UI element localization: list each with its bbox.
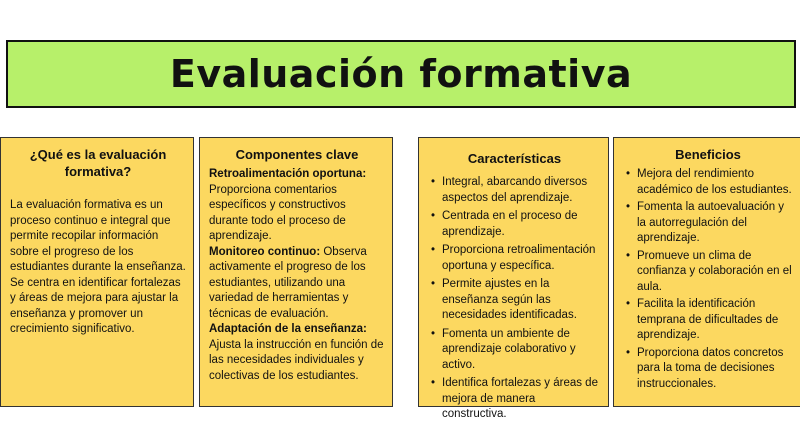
panel-definition (0, 137, 194, 407)
panel-benefits (613, 137, 800, 407)
component-heading: Adaptación de la enseñanza: (209, 323, 367, 335)
component-text: Proporciona comentarios específicos y constructivos durante todo el proceso de aprendizaje. (209, 183, 346, 242)
title-banner (6, 40, 796, 108)
component-item (209, 167, 385, 245)
list-item: • Integral, abarcando diversos aspectos del aprendizaje. (442, 175, 601, 206)
list-item: • Permite ajustes en la enseñanza según las necesidades identificadas. (442, 277, 601, 324)
benefits-list (623, 167, 793, 392)
panel-characteristics (418, 137, 609, 420)
panel-title: Beneficios (675, 147, 741, 162)
component-text: Observa activamente el progreso de los estudiantes, utilizando una variedad de herramientas y técnicas de evaluación. (209, 245, 367, 320)
list-item: • Facilita la identificación temprana de dificultades de aprendizaje. (637, 297, 793, 344)
component-heading: Monitoreo continuo: (209, 245, 321, 258)
panel-key-components (199, 137, 393, 407)
panel-title: ¿Qué es la evaluación formativa? (29, 147, 167, 179)
component-heading: Retroalimentación oportuna: (209, 168, 367, 180)
list-item: • Fomenta la autoevaluación y la autorregulación del aprendizaje. (637, 200, 793, 247)
component-item (209, 245, 385, 323)
list-item: • Mejora del rendimiento académico de los estudiantes. (637, 167, 793, 198)
panel-title: Características (467, 151, 562, 166)
list-item: • Fomenta un ambiente de aprendizaje colaborativo y activo. (442, 327, 601, 374)
list-item: • Centrada en el proceso de aprendizaje. (442, 209, 601, 240)
panel-title: Componentes clave (235, 147, 359, 162)
component-text: Ajusta la instrucción en función de las necesidades individuales y colectivas de los estudiantes. (209, 338, 384, 382)
main-title: Evaluación formativa (169, 52, 633, 96)
list-item: • Proporciona retroalimentación oportuna y específica. (442, 243, 601, 274)
component-item (209, 322, 385, 384)
list-item: • Proporciona datos concretos para la toma de decisiones instruccionales. (637, 346, 793, 393)
list-item: • Identifica fortalezas y áreas de mejora de manera constructiva. (442, 376, 601, 423)
definition-text: La evaluación formativa es un proceso continuo e integral que permite recopilar información sobre el progreso de los estudiantes durante la enseñanza. Se centra en identificar fortalezas y áreas de mejora para ajustar la enseñanza y promover un crecimiento significativo. (10, 199, 186, 335)
list-item: • Promueve un clima de confianza y colaboración en el aula. (637, 249, 793, 296)
characteristics-list (428, 175, 601, 423)
